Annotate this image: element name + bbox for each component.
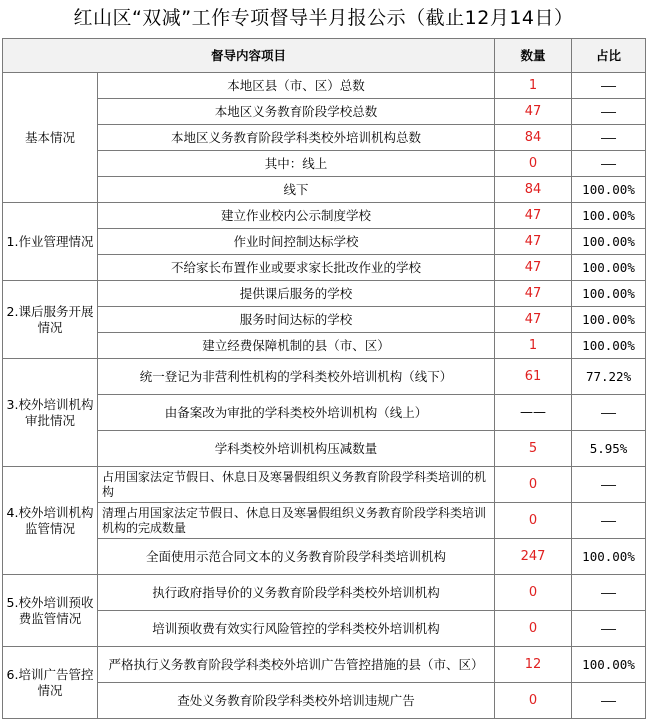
ratio-value: —— [572,395,646,431]
table-row [3,333,646,359]
item-label: 不给家长布置作业或要求家长批改作业的学校 [98,255,495,281]
count-value: 0 [495,503,572,539]
ratio-value: —— [572,575,646,611]
table-row [3,359,646,395]
header-item: 督导内容项目 [3,39,495,73]
item-label: 全面使用示范合同文本的义务教育阶段学科类培训机构 [98,539,495,575]
category-label: 3.校外培训机构审批情况 [3,359,98,467]
item-label: 服务时间达标的学校 [98,307,495,333]
ratio-value: 100.00% [572,177,646,203]
count-value: 47 [495,229,572,255]
category-label: 基本情况 [3,73,98,203]
ratio-value: 100.00% [572,281,646,307]
category-label: 6.培训广告管控情况 [3,647,98,719]
item-label: 本地区义务教育阶段学科类校外培训机构总数 [98,125,495,151]
header-row [3,39,646,73]
count-value: 47 [495,307,572,333]
count-value: 47 [495,255,572,281]
category-label: 4.校外培训机构监管情况 [3,467,98,575]
table-row [3,99,646,125]
ratio-value: 100.00% [572,647,646,683]
ratio-value: 77.22% [572,359,646,395]
item-label: 执行政府指导价的义务教育阶段学科类校外培训机构 [98,575,495,611]
page-title: 红山区“双减”工作专项督导半月报公示（截止12月14日） [73,7,574,29]
table-body [3,73,646,719]
count-value: 1 [495,333,572,359]
count-value: 1 [495,73,572,99]
table-row [3,307,646,333]
ratio-value: —— [572,151,646,177]
table-row [3,255,646,281]
table-row [3,611,646,647]
item-label: 学科类校外培训机构压减数量 [98,431,495,467]
count-value: 84 [495,125,572,151]
item-label: 培训预收费有效实行风险管控的学科类校外培训机构 [98,611,495,647]
item-label: 本地区县（市、区）总数 [98,73,495,99]
item-label: 本地区义务教育阶段学校总数 [98,99,495,125]
table-row [3,503,646,539]
ratio-value: —— [572,683,646,719]
count-value: 0 [495,575,572,611]
item-label: 线下 [98,177,495,203]
ratio-value: —— [572,125,646,151]
table-row [3,647,646,683]
item-label: 作业时间控制达标学校 [98,229,495,255]
ratio-value: —— [572,611,646,647]
table-row [3,151,646,177]
count-value: 0 [495,151,572,177]
ratio-value: —— [572,73,646,99]
count-value: 47 [495,203,572,229]
table-row [3,73,646,99]
count-value: 0 [495,611,572,647]
table-row [3,229,646,255]
item-label: 查处义务教育阶段学科类校外培训违规广告 [98,683,495,719]
ratio-value: 100.00% [572,203,646,229]
item-label: 占用国家法定节假日、休息日及寒暑假组织义务教育阶段学科类培训的机构 [98,467,495,503]
item-label: 其中：线上 [98,151,495,177]
item-label: 提供课后服务的学校 [98,281,495,307]
count-value: 247 [495,539,572,575]
table-row [3,431,646,467]
header-count: 数量 [495,39,572,73]
count-value: 84 [495,177,572,203]
count-value: 0 [495,467,572,503]
count-value: 12 [495,647,572,683]
table-row [3,177,646,203]
ratio-value: —— [572,99,646,125]
item-label: 建立经费保障机制的县（市、区） [98,333,495,359]
ratio-value: —— [572,467,646,503]
item-label: 统一登记为非营利性机构的学科类校外培训机构（线下） [98,359,495,395]
table-row [3,203,646,229]
table-row [3,281,646,307]
ratio-value: 100.00% [572,307,646,333]
count-value: —— [495,395,572,431]
item-label: 清理占用国家法定节假日、休息日及寒暑假组织义务教育阶段学科类培训机构的完成数量 [98,503,495,539]
item-label: 严格执行义务教育阶段学科类校外培训广告管控措施的县（市、区） [98,647,495,683]
supervision-report-table [2,38,646,719]
ratio-value: 100.00% [572,229,646,255]
count-value: 61 [495,359,572,395]
header-ratio: 占比 [572,39,646,73]
table-row [3,575,646,611]
item-label: 由备案改为审批的学科类校外培训机构（线上） [98,395,495,431]
item-label: 建立作业校内公示制度学校 [98,203,495,229]
table-row [3,125,646,151]
ratio-value: 5.95% [572,431,646,467]
count-value: 0 [495,683,572,719]
category-label: 5.校外培训预收费监管情况 [3,575,98,647]
table-row [3,683,646,719]
ratio-value: —— [572,503,646,539]
ratio-value: 100.00% [572,255,646,281]
category-label: 1.作业管理情况 [3,203,98,281]
category-label: 2.课后服务开展情况 [3,281,98,359]
table-row [3,539,646,575]
ratio-value: 100.00% [572,539,646,575]
table-row [3,395,646,431]
count-value: 47 [495,99,572,125]
count-value: 5 [495,431,572,467]
table-row [3,467,646,503]
ratio-value: 100.00% [572,333,646,359]
count-value: 47 [495,281,572,307]
